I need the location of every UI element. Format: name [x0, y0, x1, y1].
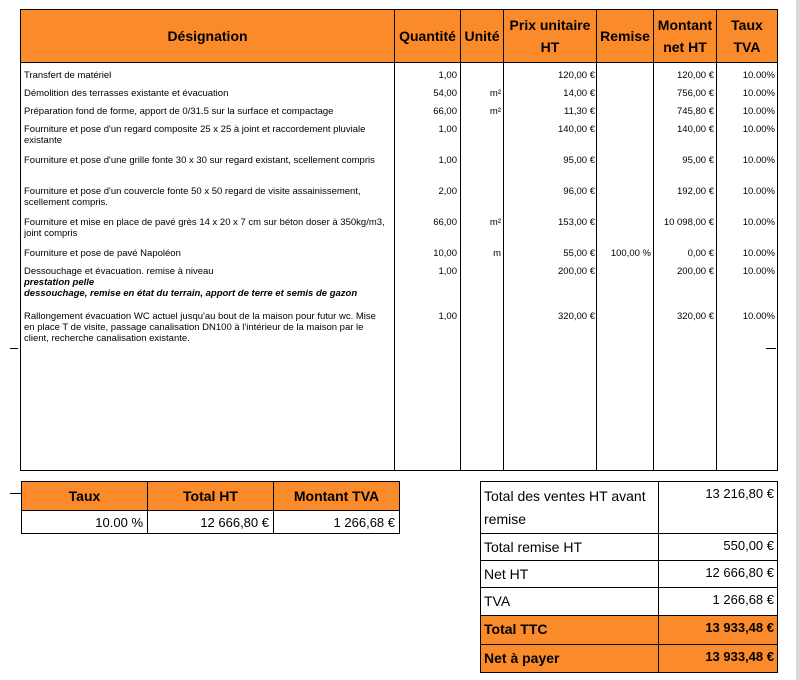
- line-unit-price: 120,00 €: [558, 70, 595, 81]
- line-vat-rate: 10.00%: [742, 70, 775, 81]
- line-amount: 140,00 €: [677, 124, 714, 135]
- vat-rate-value: 10.00 %: [22, 511, 148, 534]
- col-header-montant: Montant net HT: [654, 10, 717, 62]
- line-vat-rate: 10.00%: [742, 248, 775, 259]
- line-amount: 120,00 €: [677, 70, 714, 81]
- total-value: 12 666,80 €: [705, 565, 774, 580]
- header-divider: [21, 62, 777, 63]
- line-amount: 200,00 €: [677, 266, 714, 277]
- line-unit: m: [493, 248, 501, 259]
- totals-table: [480, 481, 778, 673]
- line-unit-price: 153,00 €: [558, 217, 595, 228]
- col-header-unite: Unité: [461, 10, 504, 62]
- line-unit: m²: [489, 217, 501, 228]
- total-row-tva: [481, 588, 777, 616]
- line-amount: 320,00 €: [677, 311, 714, 322]
- vat-header-total-ht: Total HT: [148, 482, 274, 510]
- line-designation: Fourniture et pose d'un regard composite 25 x 25 à joint et raccordement pluviale existante: [24, 124, 366, 146]
- line-designation: Fourniture et pose d'un couvercle fonte 50 x 50 regard de visite assainissement, scellement compris.: [24, 186, 361, 208]
- total-label: Total remise HT: [481, 534, 659, 560]
- vat-summary-table: [21, 481, 400, 534]
- line-unit-price: 14,00 €: [563, 88, 595, 99]
- total-row-net-a-payer: [481, 645, 777, 672]
- total-value: 13 933,48 €: [705, 620, 774, 635]
- line-designation: [24, 266, 389, 299]
- line-unit-price: 55,00 €: [563, 248, 595, 259]
- vat-header-montant-tva: Montant TVA: [274, 482, 399, 510]
- line-unit-price: 95,00 €: [563, 155, 595, 166]
- total-value: 550,00 €: [723, 538, 774, 553]
- column-divider: [503, 62, 504, 470]
- total-row-ventes-ht: [481, 482, 777, 534]
- line-amount: 0,00 €: [687, 248, 714, 259]
- line-vat-rate: 10.00%: [742, 217, 775, 228]
- vat-amount-value: 1 266,68 €: [333, 515, 395, 530]
- total-label: Total des ventes HT avant remise: [481, 482, 659, 533]
- col-header-taux-tva: Taux TVA: [717, 10, 777, 62]
- line-unit-price: 320,00 €: [558, 311, 595, 322]
- line-quantity: 10,00: [433, 248, 457, 259]
- line-amount: 745,80 €: [677, 106, 714, 117]
- col-header-quantite: Quantité: [395, 10, 461, 62]
- line-designation: Fourniture et mise en place de pavé grès 14 x 20 x 7 cm sur béton doser à 350kg/m3, joint compris: [24, 217, 385, 239]
- line-designation: Transfert de matériel: [24, 70, 112, 81]
- line-quantity: 1,00: [438, 266, 457, 277]
- line-amount: 95,00 €: [682, 155, 714, 166]
- line-designation-note: dessouchage, remise en état du terrain, apport de terre et semis de gazon: [24, 288, 358, 299]
- line-vat-rate: 10.00%: [742, 266, 775, 277]
- line-unit-price: 200,00 €: [558, 266, 595, 277]
- col-header-prix-unitaire: Prix unitaire HT: [504, 10, 597, 62]
- col-header-designation: Désignation: [21, 10, 395, 62]
- line-quantity: 66,00: [433, 217, 457, 228]
- line-designation-main: Dessouchage et évacuation. remise à niveau: [24, 266, 214, 277]
- column-divider: [716, 62, 717, 470]
- total-value: 1 266,68 €: [712, 592, 774, 607]
- total-label: TVA: [481, 588, 659, 615]
- line-amount: 756,00 €: [677, 88, 714, 99]
- line-quantity: 1,00: [438, 124, 457, 135]
- vat-header-taux: Taux: [22, 482, 148, 510]
- line-designation: Démolition des terrasses existante et évacuation: [24, 88, 229, 99]
- line-vat-rate: 10.00%: [742, 124, 775, 135]
- page-mark: [766, 348, 776, 349]
- column-divider: [653, 62, 654, 470]
- total-label: Net à payer: [481, 645, 659, 672]
- line-discount: 100,00 %: [610, 248, 651, 259]
- line-vat-rate: 10.00%: [742, 155, 775, 166]
- column-divider: [460, 62, 461, 470]
- line-quantity: 54,00: [433, 88, 457, 99]
- page-mark: [10, 493, 21, 494]
- line-designation: Fourniture et pose de pavé Napoléon: [24, 248, 181, 259]
- line-vat-rate: 10.00%: [742, 88, 775, 99]
- line-amount: 192,00 €: [677, 186, 714, 197]
- total-row-net-ht: [481, 561, 777, 588]
- line-unit-price: 140,00 €: [558, 124, 595, 135]
- line-designation-note: prestation pelle: [24, 277, 95, 288]
- page-mark: [10, 348, 18, 349]
- line-unit-price: 96,00 €: [563, 186, 595, 197]
- line-quantity: 66,00: [433, 106, 457, 117]
- total-value: 13 933,48 €: [705, 649, 774, 664]
- line-quantity: 1,00: [438, 155, 457, 166]
- line-amount: 10 098,00 €: [663, 217, 714, 228]
- total-row-ttc: [481, 616, 777, 645]
- column-divider: [596, 62, 597, 470]
- line-items-table: [20, 9, 778, 471]
- total-label: Net HT: [481, 561, 659, 587]
- line-unit: m²: [489, 106, 501, 117]
- line-quantity: 2,00: [438, 186, 457, 197]
- line-designation: Rallongement évacuation WC actuel jusqu'au bout de la maison pour futur wc. Mise en place T de visite, passage canalisation DN100 à l'intérieur de la maison par le client, recherche canalisation existante.: [24, 311, 376, 344]
- line-unit-price: 11,30 €: [564, 106, 595, 117]
- line-quantity: 1,00: [438, 311, 457, 322]
- line-vat-rate: 10.00%: [742, 106, 775, 117]
- vat-total-ht-value: 12 666,80 €: [148, 511, 274, 534]
- col-header-remise: Remise: [597, 10, 654, 62]
- line-designation: Fourniture et pose d'une grille fonte 30 x 30 sur regard existant, scellement compris: [24, 155, 375, 166]
- line-vat-rate: 10.00%: [742, 186, 775, 197]
- line-quantity: 1,00: [438, 70, 457, 81]
- total-row-remise: [481, 534, 777, 561]
- total-label: Total TTC: [481, 616, 659, 644]
- line-vat-rate: 10.00%: [742, 311, 775, 322]
- line-unit: m²: [489, 88, 501, 99]
- total-value: 13 216,80 €: [705, 486, 774, 501]
- line-designation: Préparation fond de forme, apport de 0/31.5 sur la surface et compactage: [24, 106, 334, 117]
